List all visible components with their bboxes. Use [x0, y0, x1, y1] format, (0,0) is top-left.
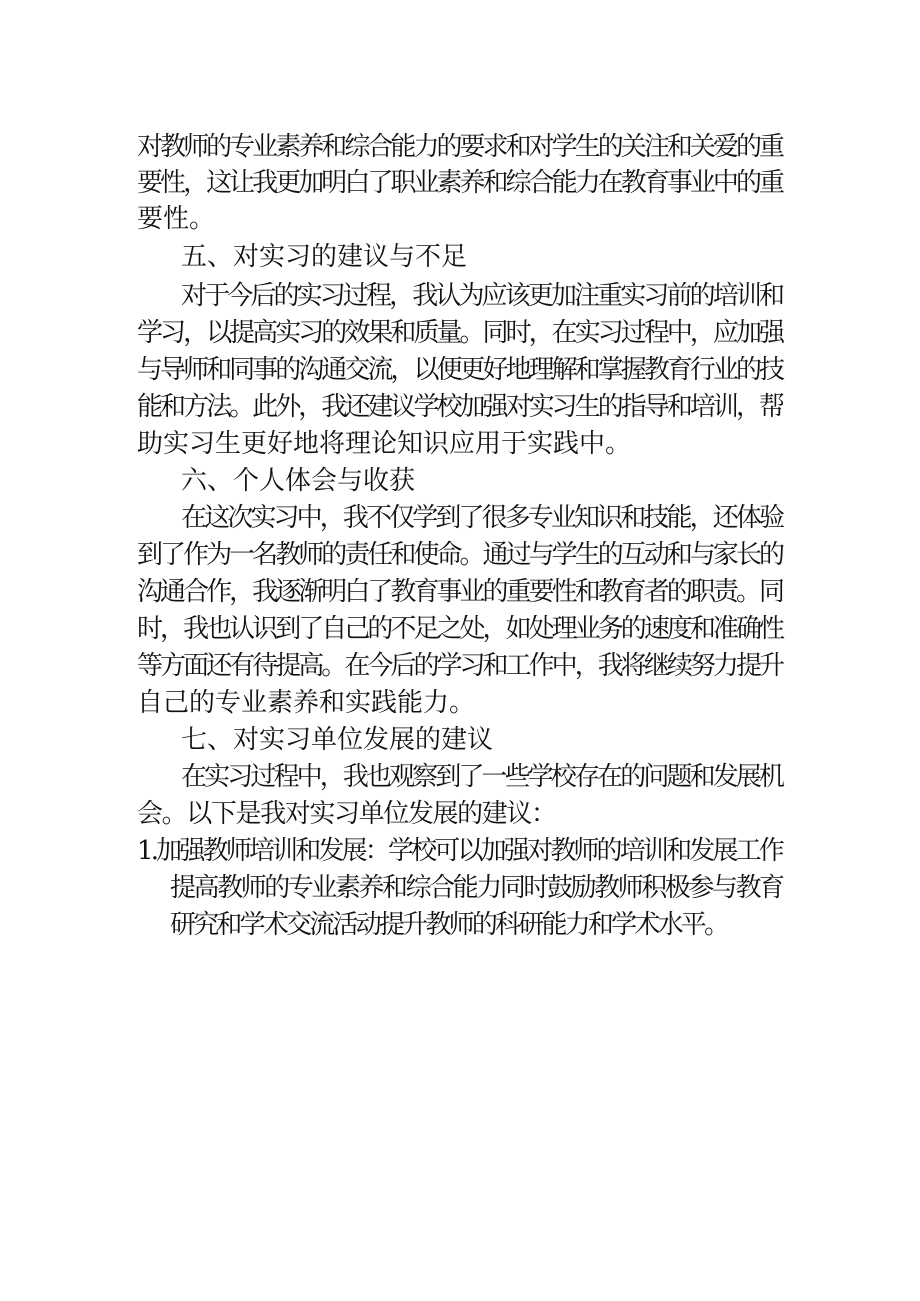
paragraph-line: 时，我也认识到了自己的不足之处，如处理业务的速度和准确性 — [137, 614, 783, 644]
paragraph-line: 在这次实习中，我不仅学到了很多专业知识和技能，还体验 — [181, 503, 783, 533]
list-item-line: 提高教师的专业素养和综合能力同时鼓励教师积极参与教育 — [170, 873, 783, 903]
paragraph-line: 能和方法。此外，我还建议学校加强对实习生的指导和培训，帮 — [137, 392, 783, 422]
paragraph-line: 等方面还有待提高。在今后的学习和工作中，我将继续努力提升 — [137, 651, 783, 681]
paragraph-line: 与导师和同事的沟通交流，以便更好地理解和掌握教育行业的技 — [137, 355, 783, 385]
paragraph-line: 沟通合作，我逐渐明白了教育事业的重要性和教育者的职责。同 — [137, 577, 783, 607]
paragraph-line: 学习，以提高实习的效果和质量。同时，在实习过程中，应加强 — [137, 318, 783, 348]
paragraph-line: 会。以下是我对实习单位发展的建议： — [137, 799, 556, 829]
paragraph-line: 到了作为一名教师的责任和使命。通过与学生的互动和与家长的 — [137, 540, 783, 570]
section-heading: 七、对实习单位发展的建议 — [181, 725, 494, 755]
section-heading: 六、个人体会与收获 — [181, 466, 416, 496]
paragraph-line: 助实习生更好地将理论知识应用于实践中。 — [137, 429, 632, 459]
paragraph-line: 自己的专业素养和实践能力。 — [137, 688, 476, 718]
paragraph-line: 在实习过程中，我也观察到了一些学校存在的问题和发展机 — [181, 762, 783, 792]
section-heading: 五、对实习的建议与不足 — [181, 242, 468, 272]
list-item-line: 1.加强教师培训和发展：学校可以加强对教师的培训和发展工作 — [137, 836, 782, 866]
paragraph-line: 对教师的专业素养和综合能力的要求和对学生的关注和关爱的重 — [137, 132, 783, 162]
paragraph-line: 对于今后的实习过程，我认为应该更加注重实习前的培训和 — [181, 281, 783, 311]
paragraph-line: 要性。 — [137, 204, 216, 234]
list-item-line: 研究和学术交流活动提升教师的科研能力和学术水平。 — [170, 910, 728, 940]
paragraph-line: 要性，这让我更加明白了职业素养和综合能力在教育事业中的重 — [137, 168, 783, 198]
